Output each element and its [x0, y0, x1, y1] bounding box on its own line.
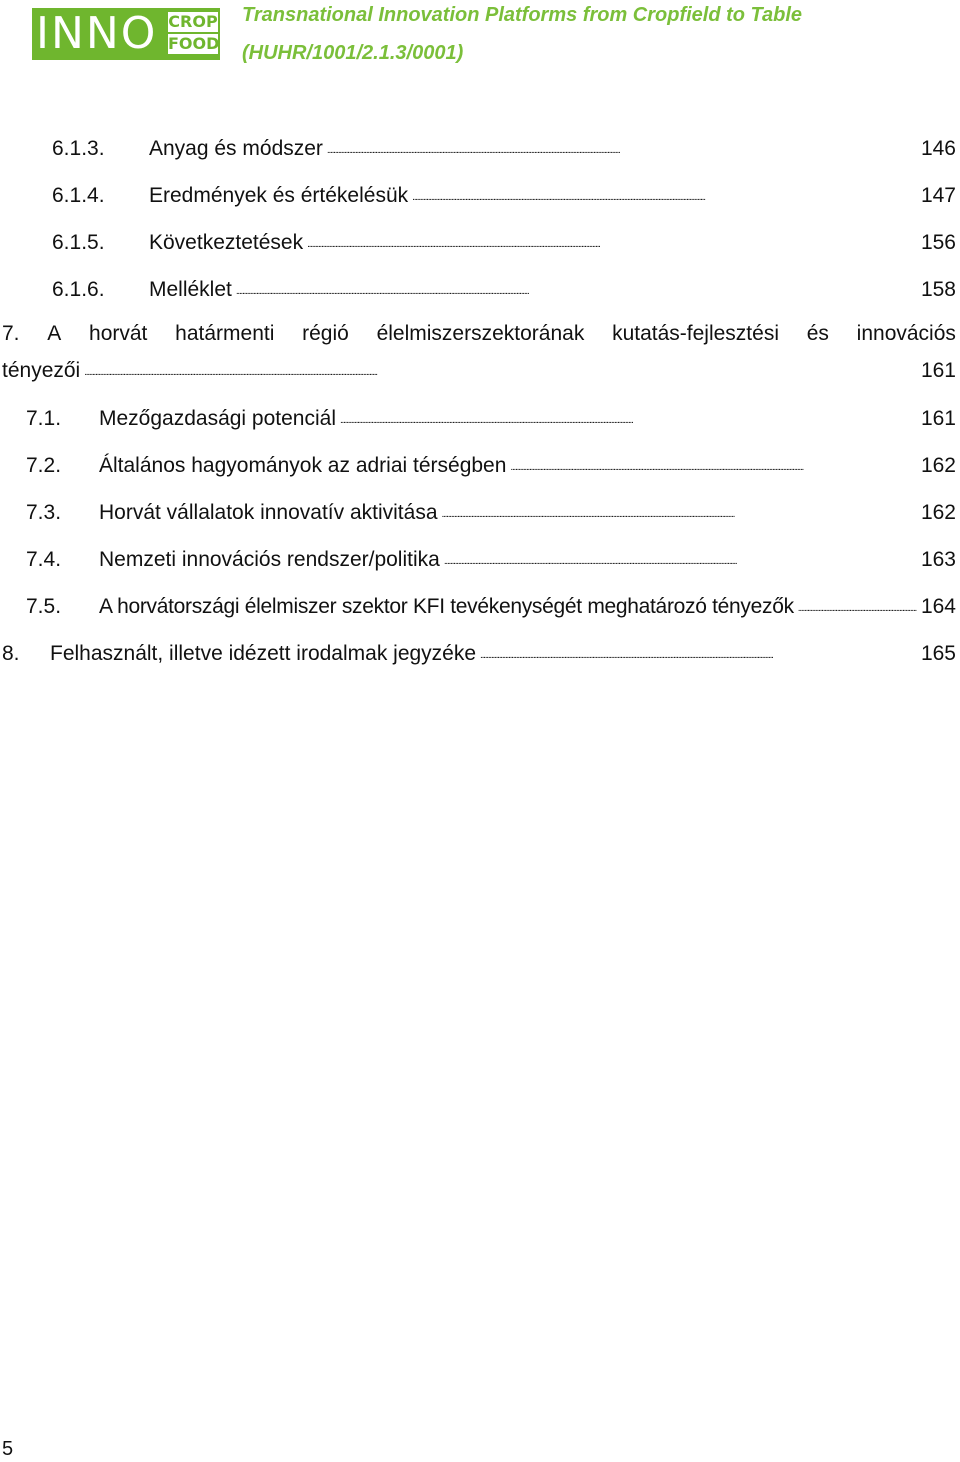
toc-entry-title-word: A: [47, 322, 62, 345]
toc-entry-title: A horvátországi élelmiszer szektor KFI tevékenységét meghatározó tényezők: [99, 595, 794, 618]
toc-entry-number: 7.4.: [26, 548, 62, 571]
toc-entry-7[interactable]: [0, 314, 960, 396]
toc-entry-number: 7.3.: [26, 501, 62, 524]
project-title: Transnational Innovation Platforms from Cropfield to Table: [242, 4, 803, 26]
toc-entry-title-word: horvát: [89, 322, 148, 345]
toc-entry-number: 6.1.3.: [52, 137, 105, 160]
toc-entry-title: Anyag és módszer: [149, 137, 323, 160]
toc-entry-title-word: innovációs: [856, 322, 956, 345]
toc-entry-6-1-4[interactable]: [0, 173, 960, 220]
toc-dot-leader: [444, 548, 917, 569]
toc-entry-title-line2: [2, 356, 956, 383]
logo-crop-text: CROP: [168, 12, 218, 31]
toc-entry-title-word: régió: [302, 322, 349, 345]
toc-entry-7-4[interactable]: [0, 537, 960, 584]
toc-entry-number: 6.1.6.: [52, 278, 105, 301]
toc-entry-title-word: határmenti: [175, 322, 275, 345]
page-header: [32, 6, 932, 76]
toc-entry-title: Nemzeti innovációs rendszer/politika: [99, 548, 440, 571]
toc-entry-6-1-3[interactable]: [0, 126, 960, 173]
inno-crop-food-logo: [32, 8, 220, 60]
toc-entry-title: Következtetések: [149, 231, 304, 254]
toc-entry-number: 7.2.: [26, 454, 62, 477]
toc-dot-leader: [84, 359, 917, 380]
toc-entry-number: 7.: [2, 322, 20, 345]
page-number: 5: [2, 1438, 14, 1460]
toc-entry-number: 6.1.5.: [52, 231, 105, 254]
toc-entry-title-line1: [2, 322, 956, 346]
toc-entry-number: 6.1.4.: [52, 184, 105, 207]
toc-entry-number: 7.1.: [26, 407, 62, 430]
toc-entry-page: 163: [920, 548, 956, 571]
logo-food-text: FOOD: [168, 34, 220, 53]
toc-entry-title-word: kutatás-fejlesztési: [612, 322, 779, 345]
toc-entry-title-cont: tényezői: [2, 359, 81, 382]
toc-entry-title: Melléklet: [149, 278, 232, 301]
toc-entry-title-word: élelmiszerszektorának: [376, 322, 585, 345]
toc-dot-leader: [236, 278, 917, 299]
toc-dot-leader: [442, 501, 917, 522]
toc-entry-title: Eredmények és értékelésük: [149, 184, 409, 207]
toc-dot-leader: [510, 454, 917, 475]
toc-dot-leader: [307, 231, 917, 252]
toc-dot-leader: [340, 407, 917, 428]
toc-entry-page: 156: [920, 231, 956, 254]
toc-entry-page: 164: [920, 595, 956, 618]
toc-entry-page: 165: [920, 642, 956, 665]
toc-entry-title-word: és: [806, 322, 829, 345]
toc-dot-leader: [327, 137, 917, 158]
toc-entry-number: 8.: [2, 642, 20, 665]
toc-entry-7-2[interactable]: [0, 443, 960, 490]
toc-entry-page: 161: [920, 359, 956, 382]
logo-inno-text: INNO: [36, 8, 158, 59]
toc-entry-8[interactable]: [0, 631, 960, 678]
project-code: (HUHR/1001/2.1.3/0001): [242, 42, 464, 64]
toc-entry-6-1-6[interactable]: [0, 267, 960, 314]
toc-entry-6-1-5[interactable]: [0, 220, 960, 267]
toc-entry-title: Horvát vállalatok innovatív aktivitása: [99, 501, 438, 524]
toc-entry-page: 158: [920, 278, 956, 301]
toc-entry-page: 161: [920, 407, 956, 430]
table-of-contents: [0, 126, 960, 678]
toc-entry-page: 147: [920, 184, 956, 207]
toc-dot-leader: [412, 184, 917, 205]
toc-entry-page: 162: [920, 501, 956, 524]
toc-entry-title: Felhasznált, illetve idézett irodalmak jegyzéke: [50, 642, 477, 665]
toc-entry-title: Mezőgazdasági potenciál: [99, 407, 336, 430]
toc-entry-page: 162: [920, 454, 956, 477]
toc-entry-7-3[interactable]: [0, 490, 960, 537]
toc-dot-leader: [798, 595, 917, 616]
toc-entry-7-5[interactable]: [0, 584, 960, 631]
toc-entry-number: 7.5.: [26, 595, 62, 618]
toc-entry-7-1[interactable]: [0, 396, 960, 443]
toc-dot-leader: [480, 642, 917, 663]
toc-entry-page: 146: [920, 137, 956, 160]
toc-entry-title: Általános hagyományok az adriai térségben: [99, 454, 507, 477]
